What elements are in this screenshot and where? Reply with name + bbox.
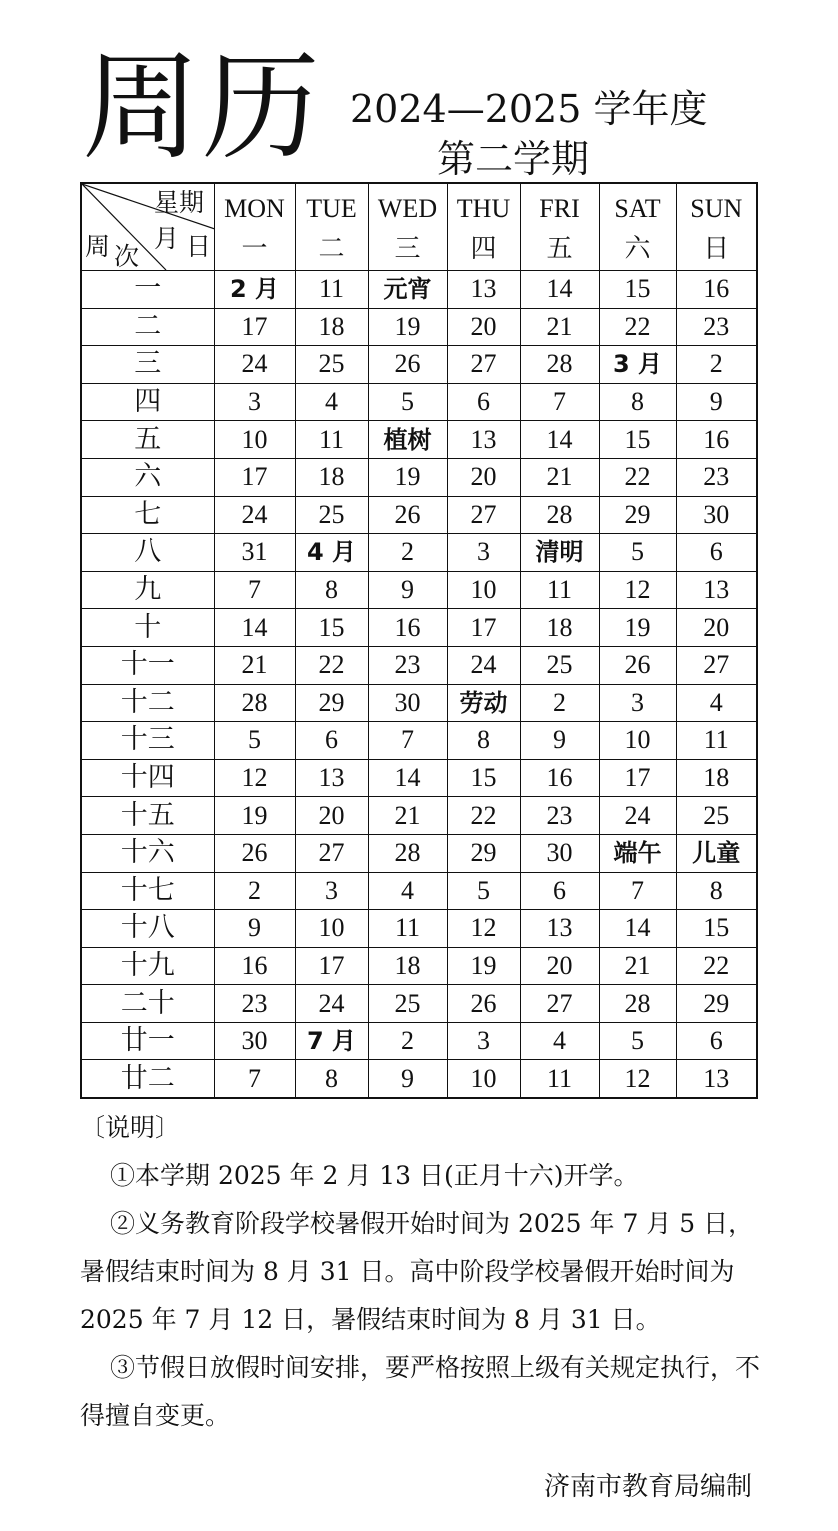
date-cell: 30	[676, 496, 757, 534]
date-cell: 19	[368, 458, 447, 496]
date-cell: 24	[447, 646, 520, 684]
notes-section	[80, 1104, 760, 1440]
date-cell: 16	[676, 271, 757, 309]
date-cell: 23	[368, 646, 447, 684]
date-cell: 24	[214, 346, 295, 384]
date-cell: 15	[295, 609, 368, 647]
date-cell: 10	[214, 421, 295, 459]
corner-month-label: 月	[154, 224, 180, 253]
date-cell: 25	[676, 797, 757, 835]
marked-date-cell: 植树	[368, 421, 447, 459]
date-cell: 13	[676, 1060, 757, 1098]
week-number: 十二	[81, 684, 214, 722]
date-cell: 9	[214, 910, 295, 948]
week-number: 八	[81, 534, 214, 572]
date-cell: 31	[214, 534, 295, 572]
date-cell: 2	[520, 684, 599, 722]
week-number: 十五	[81, 797, 214, 835]
date-cell: 9	[520, 722, 599, 760]
date-cell: 11	[676, 722, 757, 760]
date-cell: 8	[447, 722, 520, 760]
date-cell: 14	[368, 759, 447, 797]
week-row	[81, 646, 757, 684]
date-cell: 17	[214, 458, 295, 496]
date-cell: 14	[214, 609, 295, 647]
week-row	[81, 910, 757, 948]
day-header-fri	[520, 183, 599, 271]
date-cell: 12	[599, 571, 676, 609]
note-2: ②义务教育阶段学校暑假开始时间为 2025 年 7 月 5 日，暑假结束时间为 8 月 31 日。高中阶段学校暑假开始时间为 2025 年 7 月 12 日，暑假结束时间为 8 月 31 日。	[80, 1209, 754, 1334]
date-cell: 5	[599, 1022, 676, 1060]
date-cell: 27	[676, 646, 757, 684]
date-cell: 29	[447, 834, 520, 872]
day-header-cn: 五	[546, 234, 573, 264]
date-cell: 14	[520, 421, 599, 459]
week-number: 十六	[81, 834, 214, 872]
date-cell: 11	[295, 271, 368, 309]
date-cell: 21	[599, 947, 676, 985]
marked-date-cell: 7 月	[295, 1022, 368, 1060]
week-row	[81, 421, 757, 459]
date-cell: 28	[214, 684, 295, 722]
week-row	[81, 872, 757, 910]
date-cell: 24	[295, 985, 368, 1023]
date-cell: 6	[676, 534, 757, 572]
date-cell: 11	[295, 421, 368, 459]
day-header-en: FRI	[539, 194, 580, 223]
date-cell: 17	[295, 947, 368, 985]
date-cell: 29	[295, 684, 368, 722]
week-row	[81, 609, 757, 647]
date-cell: 16	[676, 421, 757, 459]
note-1: ①本学期 2025 年 2 月 13 日(正月十六)开学。	[110, 1161, 639, 1190]
marked-date-cell: 2 月	[214, 271, 295, 309]
date-cell: 2	[676, 346, 757, 384]
date-cell: 21	[214, 646, 295, 684]
date-cell: 18	[368, 947, 447, 985]
corner-order-label: 次	[114, 242, 140, 271]
date-cell: 26	[368, 346, 447, 384]
day-header-thu	[447, 183, 520, 271]
day-header-cn: 二	[318, 234, 345, 264]
week-row	[81, 1022, 757, 1060]
day-header-en: THU	[456, 194, 511, 223]
date-cell: 15	[447, 759, 520, 797]
date-cell: 4	[295, 383, 368, 421]
date-cell: 18	[676, 759, 757, 797]
date-cell: 5	[368, 383, 447, 421]
day-header-cn: 四	[470, 234, 497, 264]
date-cell: 8	[295, 1060, 368, 1098]
week-number: 三	[81, 346, 214, 384]
note-3: ③节假日放假时间安排，要严格按照上级有关规定执行，不得擅自变更。	[80, 1353, 761, 1430]
date-cell: 15	[599, 271, 676, 309]
date-cell: 15	[599, 421, 676, 459]
date-cell: 18	[295, 308, 368, 346]
week-row	[81, 534, 757, 572]
week-row	[81, 985, 757, 1023]
date-cell: 7	[214, 1060, 295, 1098]
date-cell: 12	[447, 910, 520, 948]
date-cell: 18	[295, 458, 368, 496]
date-cell: 13	[447, 421, 520, 459]
day-header-en: SAT	[614, 194, 661, 223]
date-cell: 7	[368, 722, 447, 760]
week-row	[81, 496, 757, 534]
corner-cell	[81, 183, 214, 271]
date-cell: 5	[599, 534, 676, 572]
week-row	[81, 308, 757, 346]
week-number: 二	[81, 308, 214, 346]
week-number: 二十	[81, 985, 214, 1023]
marked-date-cell: 元宵	[368, 271, 447, 309]
marked-date-cell: 清明	[520, 534, 599, 572]
date-cell: 13	[676, 571, 757, 609]
week-row	[81, 684, 757, 722]
week-number: 五	[81, 421, 214, 459]
day-header-tue	[295, 183, 368, 271]
date-cell: 18	[520, 609, 599, 647]
date-cell: 10	[295, 910, 368, 948]
date-cell: 12	[599, 1060, 676, 1098]
date-cell: 3	[295, 872, 368, 910]
day-header-cn: 日	[703, 234, 730, 264]
week-number: 十九	[81, 947, 214, 985]
date-cell: 17	[447, 609, 520, 647]
day-header-cn: 六	[624, 234, 651, 264]
date-cell: 20	[447, 308, 520, 346]
day-header-sat	[599, 183, 676, 271]
marked-date-cell: 3 月	[599, 346, 676, 384]
week-row	[81, 947, 757, 985]
day-header-en: WED	[377, 194, 438, 223]
week-row	[81, 759, 757, 797]
date-cell: 24	[599, 797, 676, 835]
date-cell: 7	[520, 383, 599, 421]
date-cell: 13	[447, 271, 520, 309]
day-header-en: MON	[224, 194, 285, 223]
date-cell: 27	[447, 496, 520, 534]
date-cell: 19	[599, 609, 676, 647]
date-cell: 10	[599, 722, 676, 760]
date-cell: 20	[295, 797, 368, 835]
date-cell: 2	[368, 534, 447, 572]
date-cell: 8	[295, 571, 368, 609]
week-number: 十四	[81, 759, 214, 797]
date-cell: 9	[676, 383, 757, 421]
date-cell: 26	[214, 834, 295, 872]
date-cell: 19	[447, 947, 520, 985]
date-cell: 9	[368, 1060, 447, 1098]
date-cell: 22	[599, 458, 676, 496]
date-cell: 19	[214, 797, 295, 835]
corner-week-label: 周	[85, 232, 111, 261]
day-header-mon	[214, 183, 295, 271]
corner-weekday-label: 星期	[154, 188, 205, 217]
date-cell: 21	[520, 308, 599, 346]
date-cell: 26	[368, 496, 447, 534]
page-title: 周历	[82, 38, 323, 176]
week-number: 廿二	[81, 1060, 214, 1098]
date-cell: 4	[520, 1022, 599, 1060]
date-cell: 23	[214, 985, 295, 1023]
date-cell: 13	[295, 759, 368, 797]
date-cell: 11	[368, 910, 447, 948]
date-cell: 20	[676, 609, 757, 647]
date-cell: 30	[214, 1022, 295, 1060]
date-cell: 21	[520, 458, 599, 496]
week-number: 十八	[81, 910, 214, 948]
date-cell: 19	[368, 308, 447, 346]
date-cell: 6	[676, 1022, 757, 1060]
week-row	[81, 834, 757, 872]
marked-date-cell: 端午	[599, 834, 676, 872]
date-cell: 6	[447, 383, 520, 421]
date-cell: 6	[520, 872, 599, 910]
date-cell: 5	[447, 872, 520, 910]
date-cell: 3	[447, 534, 520, 572]
date-cell: 22	[599, 308, 676, 346]
date-cell: 29	[599, 496, 676, 534]
date-cell: 23	[676, 458, 757, 496]
week-row	[81, 383, 757, 421]
date-cell: 22	[676, 947, 757, 985]
corner-day-label: 日	[186, 232, 212, 261]
week-number: 九	[81, 571, 214, 609]
week-number: 六	[81, 458, 214, 496]
week-row	[81, 722, 757, 760]
week-number: 十一	[81, 646, 214, 684]
week-row	[81, 458, 757, 496]
date-cell: 30	[520, 834, 599, 872]
school-year: 2024—2025 学年度	[350, 87, 708, 131]
date-cell: 25	[295, 346, 368, 384]
date-cell: 21	[368, 797, 447, 835]
date-cell: 25	[520, 646, 599, 684]
week-calendar-table	[80, 182, 758, 1099]
week-row	[81, 1060, 757, 1098]
date-cell: 3	[214, 383, 295, 421]
date-cell: 23	[520, 797, 599, 835]
date-cell: 16	[214, 947, 295, 985]
date-cell: 26	[599, 646, 676, 684]
marked-date-cell: 儿童	[676, 834, 757, 872]
date-cell: 6	[295, 722, 368, 760]
date-cell: 11	[520, 571, 599, 609]
week-number: 一	[81, 271, 214, 309]
week-number: 七	[81, 496, 214, 534]
date-cell: 10	[447, 1060, 520, 1098]
week-row	[81, 571, 757, 609]
date-cell: 28	[368, 834, 447, 872]
day-header-wed	[368, 183, 447, 271]
date-cell: 27	[447, 346, 520, 384]
date-cell: 16	[368, 609, 447, 647]
date-cell: 27	[295, 834, 368, 872]
date-cell: 22	[295, 646, 368, 684]
date-cell: 27	[520, 985, 599, 1023]
marked-date-cell: 4 月	[295, 534, 368, 572]
date-cell: 17	[214, 308, 295, 346]
date-cell: 28	[520, 496, 599, 534]
week-number: 十三	[81, 722, 214, 760]
week-number: 四	[81, 383, 214, 421]
day-header-cn: 一	[241, 234, 268, 264]
day-header-cn: 三	[394, 234, 421, 264]
date-cell: 28	[599, 985, 676, 1023]
date-cell: 25	[368, 985, 447, 1023]
date-cell: 25	[295, 496, 368, 534]
date-cell: 12	[214, 759, 295, 797]
date-cell: 8	[599, 383, 676, 421]
date-cell: 3	[599, 684, 676, 722]
date-cell: 20	[447, 458, 520, 496]
day-header-en: SUN	[690, 194, 743, 223]
date-cell: 14	[520, 271, 599, 309]
week-row	[81, 797, 757, 835]
date-cell: 3	[447, 1022, 520, 1060]
date-cell: 24	[214, 496, 295, 534]
date-cell: 2	[368, 1022, 447, 1060]
day-header-sun	[676, 183, 757, 271]
header-row	[81, 183, 757, 271]
date-cell: 2	[214, 872, 295, 910]
marked-date-cell: 劳动	[447, 684, 520, 722]
publisher: 济南市教育局编制	[543, 1472, 752, 1502]
date-cell: 13	[520, 910, 599, 948]
date-cell: 14	[599, 910, 676, 948]
week-number: 廿一	[81, 1022, 214, 1060]
date-cell: 7	[214, 571, 295, 609]
date-cell: 10	[447, 571, 520, 609]
date-cell: 15	[676, 910, 757, 948]
date-cell: 20	[520, 947, 599, 985]
date-cell: 7	[599, 872, 676, 910]
date-cell: 4	[368, 872, 447, 910]
week-number: 十	[81, 609, 214, 647]
notes-heading: 〔说明〕	[80, 1113, 181, 1142]
date-cell: 8	[676, 872, 757, 910]
date-cell: 28	[520, 346, 599, 384]
week-number: 十七	[81, 872, 214, 910]
date-cell: 30	[368, 684, 447, 722]
term-label: 第二学期	[437, 137, 590, 181]
date-cell: 23	[676, 308, 757, 346]
date-cell: 16	[520, 759, 599, 797]
day-header-en: TUE	[306, 194, 357, 223]
date-cell: 5	[214, 722, 295, 760]
date-cell: 11	[520, 1060, 599, 1098]
date-cell: 9	[368, 571, 447, 609]
week-row	[81, 346, 757, 384]
date-cell: 17	[599, 759, 676, 797]
date-cell: 29	[676, 985, 757, 1023]
week-row	[81, 271, 757, 309]
date-cell: 4	[676, 684, 757, 722]
date-cell: 26	[447, 985, 520, 1023]
date-cell: 22	[447, 797, 520, 835]
